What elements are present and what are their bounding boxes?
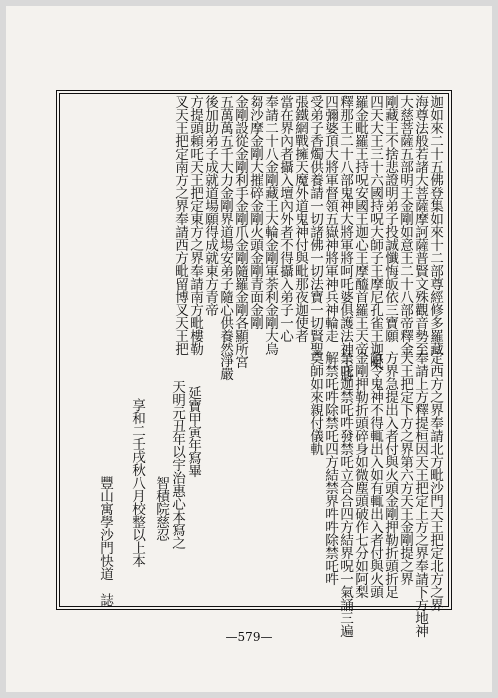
text-column: 四天大王三十六國持呪大師子王摩尼孔雀王迦毗 [367, 95, 383, 368]
colophon-compiler: 淨嚴 [217, 354, 233, 380]
text-column: 五萬萬五千大力金剛界道場安弟子隨心供養然 [217, 95, 233, 355]
text-column: 奉請二十八金剛藏王大輪金剛軍荼利金剛大烏 [262, 95, 278, 355]
colophon-copier: 智積院慈忍 [153, 476, 169, 541]
colophon-editor: 豐山寓學沙門快道 誌 [97, 476, 113, 606]
text-column: 禁吒迦禁吒吽發禁吒立合合四方結界呪一氣誦三遍 [337, 351, 353, 637]
text-column: 方界急提出入者付與火頭金剛押勒折頭折足 [382, 351, 398, 598]
text-column: 奠師如來親付儀軌 [307, 351, 323, 455]
text-column: 張鐵網戰擁天魔外道鬼神付與毗那夜迦使者 [292, 95, 308, 342]
colophon-line: 享和二壬戌秋八月校整以上本 [129, 398, 145, 567]
document-page [6, 6, 492, 692]
text-column: 天王把定下方之界第六方天王金剛提之界 [397, 351, 413, 585]
text-column: 叉天王把定南方之界奉請西方毗留博叉天王把 [172, 95, 188, 355]
page-number: —579— [225, 630, 273, 644]
text-column: 金剛押勒折頭碎身如微塵頭破作七分如阿梨 [352, 351, 368, 598]
text-column: 金剛設從金剛利手金剛爪金剛隨羅金剛各顯所宮 [232, 95, 248, 368]
text-column: 當在界內者攝入壇內外者不得攝入弟子一心 [277, 95, 293, 342]
text-column: 解禁吒吽除禁吒四方結禁界吽吽除禁吒吽 [322, 351, 338, 585]
text-column: 芻沙摩金剛大摧碎金剛火頭金剛青面金剛 [247, 95, 263, 329]
text-column: 方提頭頼吒天王把定東方之界奉請南方毗樓勒 [187, 95, 203, 355]
text-column: 羅金毗羅王持呪安國王迦心王摩醯首羅王天帝 [352, 95, 368, 355]
text-column: 後加助弟子成就道場願得成就東方青帝 [202, 95, 218, 316]
text-column: 四彌婆頂大將軍督領五嶽神將軍神兵神輪走 [322, 95, 338, 342]
text-column: 定西方之界奉請北方毗沙門天王把定北方之界 [427, 351, 443, 611]
colophon-line: 天明元丑年以宇治惠心本寫之 [169, 380, 185, 549]
text-column: 釋那王二十八部鬼神大將軍將呵吒婆俱護法神王將 [337, 95, 353, 381]
text-column: 迦如來二十五佛登集如來十二部尊經修多羅藏 [427, 95, 443, 355]
text-column: 受弟子香燭供養請一切諸佛一切法寶一切賢聖 [307, 95, 323, 355]
text-column: 急令鬼神不得輒出入如有輒出入者付與火頭 [367, 351, 383, 598]
text-column: 海尊法般若諸大菩薩摩訶薩普賢文殊觀音勢至 [412, 95, 428, 355]
text-column: 奉請上方釋提桓因天王把定上方之界奉請下方地神 [412, 351, 428, 637]
colophon-line: 延寶甲寅年寫畢 [185, 386, 201, 477]
text-column: 剛藏王不捨悲證明弟子投誠懺悔皈依三寶願 [382, 95, 398, 342]
text-column: 大慈菩薩五部明王金剛如意王二十八部帝釋金 [397, 95, 413, 355]
